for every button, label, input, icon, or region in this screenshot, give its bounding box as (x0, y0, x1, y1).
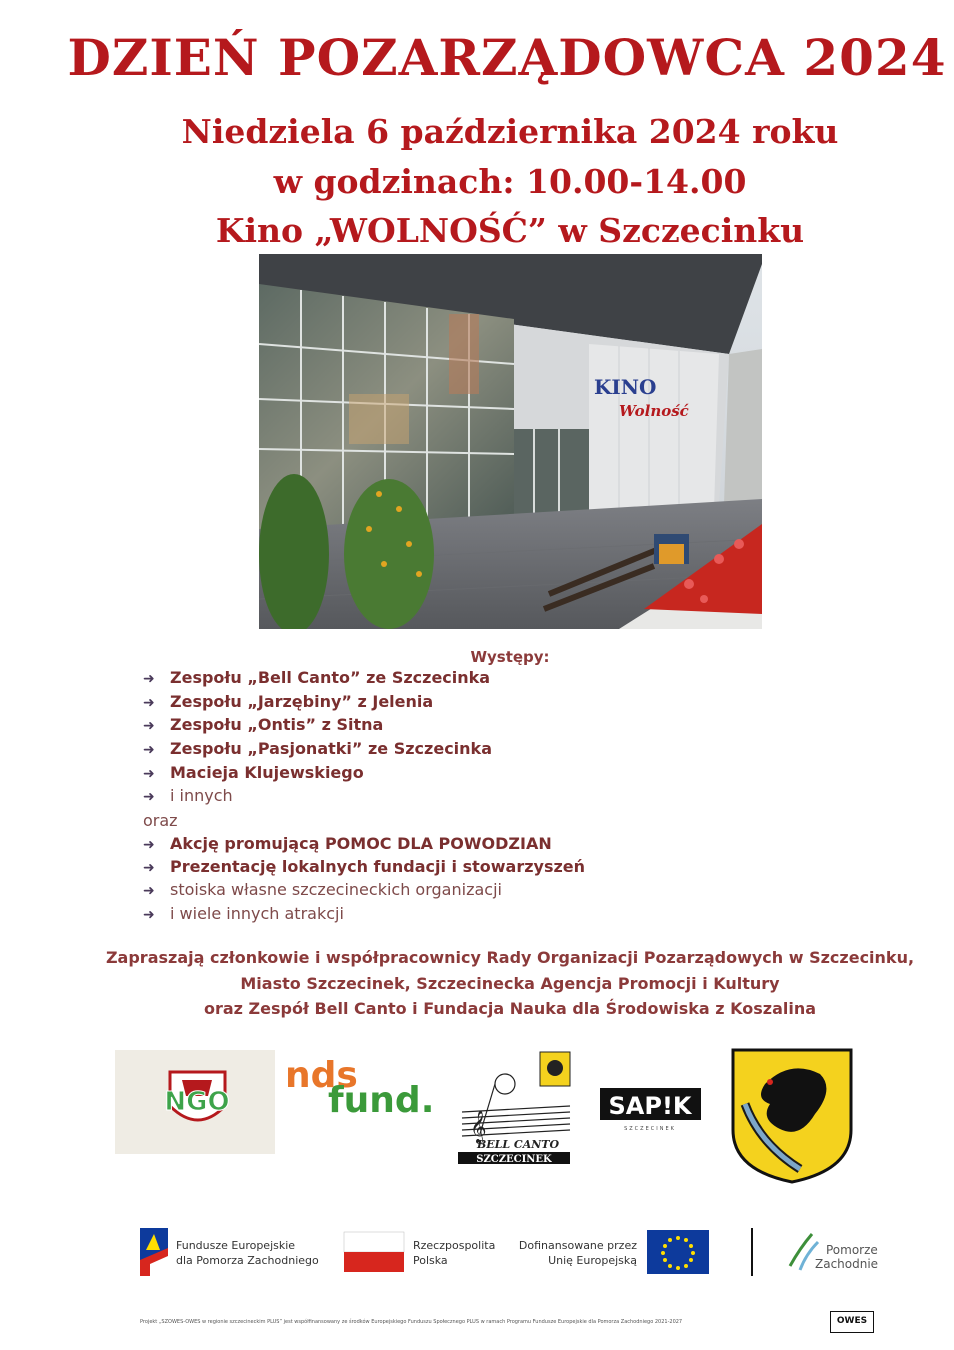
fund-text: fund. (328, 1080, 435, 1121)
event-date: Niedziela 6 października 2024 roku (181, 112, 839, 151)
eu-text-2: Unię Europejską (548, 1254, 637, 1267)
arrow-bullet-icon: ➜ (143, 718, 155, 734)
cinema-photo (259, 254, 762, 629)
sign-wolnosc: Wolność (619, 402, 689, 420)
arrow-bullet-icon: ➜ (143, 671, 155, 687)
arrow-bullet-icon: ➜ (143, 860, 155, 876)
list-item: ➜ Akcję promującą POMOC DLA POWODZIAN (143, 834, 552, 853)
arrow-bullet-icon: ➜ (143, 837, 155, 853)
invitation-line-3: oraz Zespół Bell Canto i Fundacja Nauka dla Środowiska z Koszalina (203, 999, 817, 1018)
performances-heading: Występy: (470, 648, 550, 666)
pz-text-1: Pomorze (826, 1243, 878, 1257)
list-item: ➜ Prezentację lokalnych fundacji i stowarzyszeń (143, 857, 586, 876)
list-item: ➜ Zespołu „Ontis” z Sitna (143, 715, 384, 734)
invitation-line-1: Zapraszają członkowie i współpracownicy Rady Organizacji Pozarządowych w Szczecinku, (105, 948, 915, 967)
owes-logo: OWES (830, 1311, 874, 1333)
nds-text: nds (285, 1055, 358, 1096)
list-item: ➜ i wiele innych atrakcji (143, 904, 344, 923)
arrow-bullet-icon: ➜ (143, 789, 155, 805)
rp-logo (344, 1232, 495, 1272)
ngo-logo (115, 1050, 275, 1154)
sign-kino: KINO (594, 375, 657, 399)
list-item: ➜ Zespołu „Pasjonatki” ze Szczecinka (143, 739, 492, 758)
treble-clef-icon: 𝄞 (470, 1110, 487, 1143)
list-item: ➜ Zespołu „Jarzębiny” z Jelenia (143, 692, 434, 711)
list-item: ➜ i innych (143, 786, 233, 805)
list-item: ➜ stoiska własne szczecineckich organizacji (143, 880, 502, 899)
arrow-bullet-icon: ➜ (143, 883, 155, 899)
event-hours: w godzinach: 10.00-14.00 (273, 162, 747, 201)
fe-logo (140, 1228, 319, 1276)
arrow-bullet-icon: ➜ (143, 907, 155, 923)
event-venue: Kino „WOLNOŚĆ” w Szczecinku (215, 211, 805, 250)
sapik-sub-text: SZCZECINEK (624, 1126, 676, 1132)
rp-text-2: Polska (413, 1254, 448, 1267)
fe-text-2: dla Pomorza Zachodniego (176, 1254, 319, 1267)
funding-fineprint: Projekt „SZOWES-OWES w regionie szczecineckim PLUS” jest współfinansowany ze środków Europejskiego Funduszu Społecznego PLUS w ramach Programu Fundusze Europejskie dla Pomorza Zachodniego 2021-2027 (140, 1319, 683, 1325)
pomorze-zachodnie-logo (790, 1234, 878, 1271)
nds-fund-logo (285, 1055, 434, 1121)
connector-text: oraz (143, 811, 178, 830)
invitation-line-2: Miasto Szczecinek, Szczecinecka Agencja Promocji i Kultury (240, 974, 780, 993)
arrow-bullet-icon: ➜ (143, 766, 155, 782)
sapik-logo (600, 1088, 701, 1132)
ngo-text: NGO (164, 1087, 230, 1117)
partner-logos (0, 1044, 954, 1184)
poster-title: DZIEŃ POZARZĄDOWCA 2024 (67, 28, 947, 87)
bell-canto-text: BELL CANTO (476, 1138, 560, 1151)
rp-text-1: Rzeczpospolita (413, 1239, 496, 1252)
eu-logo (519, 1228, 752, 1276)
bell-canto-logo (458, 1052, 570, 1165)
fe-text-1: Fundusze Europejskie (176, 1239, 296, 1252)
eu-text-1: Dofinansowane przez (518, 1239, 637, 1252)
arrow-bullet-icon: ➜ (143, 695, 155, 711)
list-item: ➜ Macieja Klujewskiego (143, 763, 364, 782)
arrow-bullet-icon: ➜ (143, 742, 155, 758)
coat-of-arms-logo (733, 1050, 851, 1182)
pz-text-2: Zachodnie (815, 1257, 879, 1271)
sapik-text: SAP!K (608, 1092, 692, 1120)
szczecinek-text: SZCZECINEK (476, 1154, 552, 1165)
funding-bar (0, 1220, 954, 1290)
list-item: ➜ Zespołu „Bell Canto” ze Szczecinka (143, 668, 491, 687)
